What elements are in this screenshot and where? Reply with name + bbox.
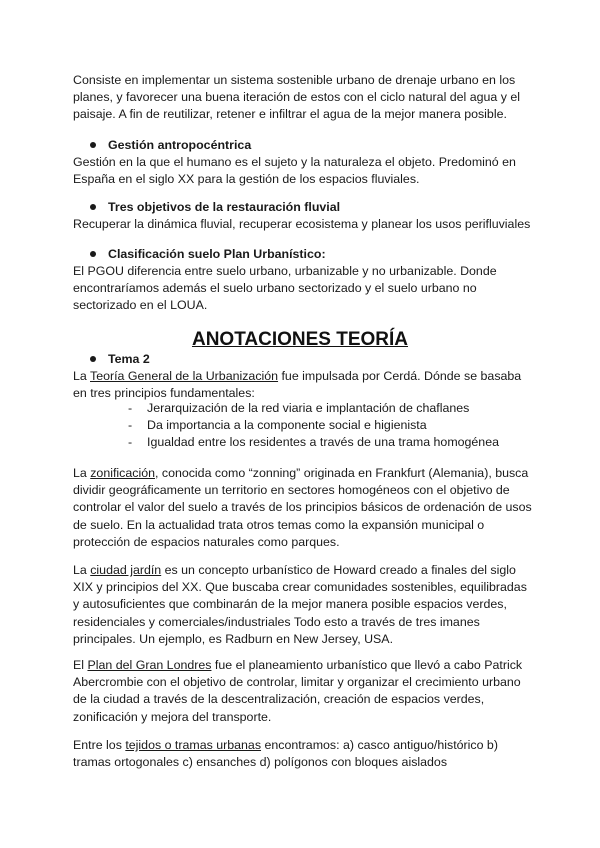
heading-clasificacion-suelo: Clasificación suelo Plan Urbanístico:	[90, 246, 326, 263]
term-tramas-urbanas: tejidos o tramas urbanas	[125, 738, 262, 752]
heading-objetivos-restauracion: Tres objetivos de la restauración fluvial	[90, 199, 340, 216]
heading-gestion-antropocentrica: Gestión antropocéntrica	[90, 137, 251, 154]
bullet-icon	[90, 251, 96, 257]
paragraph-zonificacion: La zonificación, conocida como “zonning” originada en Frankfurt (Alemania), busca dividir geográficamente un territorio en sectores homogéneos con el objetivo de controlar el valor del suelo a través de los principios básicos de ordenación de usos de suelo. En la actualidad trata otros temas como la expansión municipal o protección de espacios naturales como parques.	[73, 466, 532, 549]
paragraph-teoria-urbanizacion: La Teoría General de la Urbanización fue impulsada por Cerdá. Dónde se basaba en tres principios fundamentales:	[73, 369, 522, 401]
principles-list	[128, 400, 499, 451]
term-plan-gran-londres: Plan del Gran Londres	[87, 658, 212, 672]
paragraph-plan-gran-londres: El Plan del Gran Londres fue el planeamiento urbanístico que llevó a cabo Patrick Abercrombie con el objetivo de controlar, limitar y organizar el crecimiento urbano de la ciudad a través de la descentralización, creación de espacios verdes, zonificación y mejora del transporte.	[73, 658, 523, 724]
list-item: - Igualdad entre los residentes a través de una trama homogénea	[128, 434, 499, 451]
paragraph-ciudad-jardin: La ciudad jardín es un concepto urbanístico de Howard creado a finales del siglo XIX y principios del XX. Que buscaba crear comunidades sostenibles, equilibradas y autosuficientes que combinarán de la mejor manera posible espacios verdes, residenciales y comerciales/industriales Todo esto a través de tres imanes principales. Un ejemplo, es Radburn en New Jersey, USA.	[73, 563, 527, 646]
bullet-icon	[90, 204, 96, 210]
bullet-icon	[90, 142, 96, 148]
paragraph-clasificacion-suelo: El PGOU diferencia entre suelo urbano, urbanizable y no urbanizable. Donde encontraríamos además el suelo urbano sectorizado y el suelo urbano no sectorizado en el LOUA.	[73, 264, 497, 313]
heading-tema-2: Tema 2	[90, 351, 150, 368]
page-title: ANOTACIONES TEORÍA	[191, 329, 409, 350]
term-zonificacion: zonificación	[90, 466, 155, 480]
bullet-icon	[90, 356, 96, 362]
list-item: - Da importancia a la componente social e higienista	[128, 417, 499, 434]
intro-paragraph: Consiste en implementar un sistema sostenible urbano de drenaje urbano en los planes, y favorecer una buena iteración de estos con el ciclo natural del agua y el paisaje. A fin de reutilizar, retener e infiltrar el agua de la mejor manera posible.	[73, 73, 521, 122]
paragraph-objetivos-restauracion: Recuperar la dinámica fluvial, recuperar ecosistema y planear los usos perifluviales	[73, 217, 531, 231]
paragraph-gestion-antropocentrica: Gestión en la que el humano es el sujeto y la naturaleza el objeto. Predominó en España en el siglo XX para la gestión de los espacios fluviales.	[73, 155, 516, 187]
term-ciudad-jardin: ciudad jardín	[90, 563, 162, 577]
term-teoria-urbanizacion: Teoría General de la Urbanización	[90, 369, 279, 383]
paragraph-tramas-urbanas: Entre los tejidos o tramas urbanas encontramos: a) casco antiguo/histórico b) tramas ortogonales c) ensanches d) polígonos con bloques aislados	[73, 738, 498, 770]
list-item: - Jerarquización de la red viaria e implantación de chaflanes	[128, 400, 499, 417]
